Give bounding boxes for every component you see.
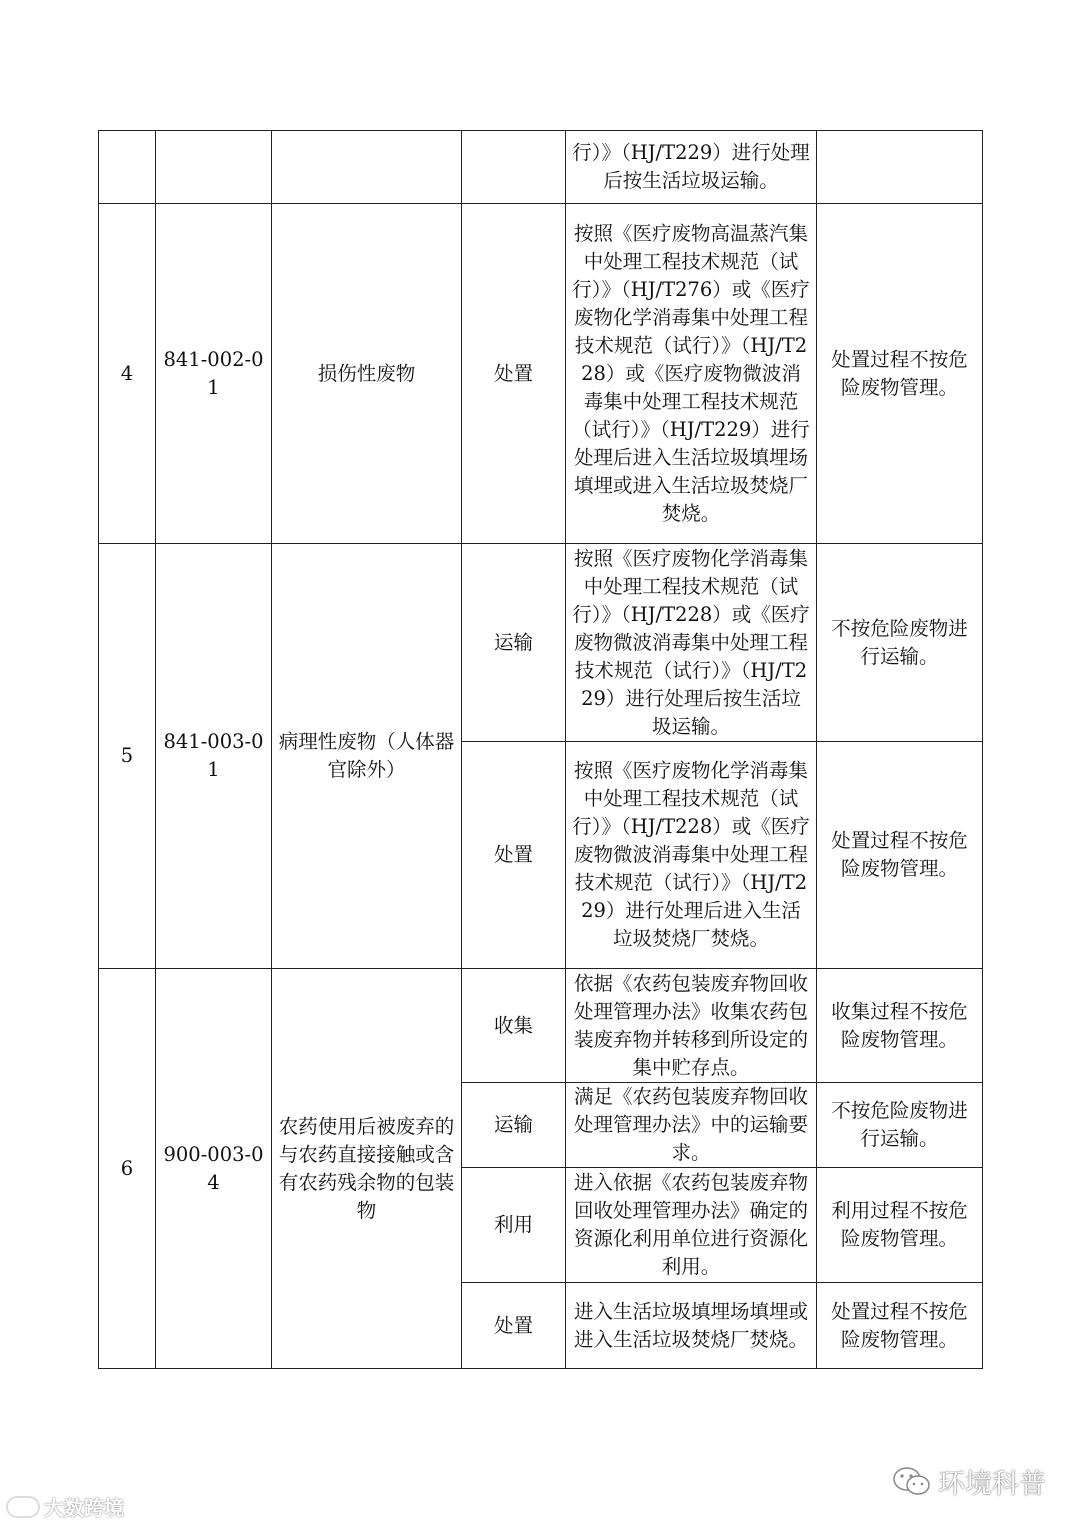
stage-cell: 处置	[462, 204, 566, 544]
seq-cell	[99, 131, 156, 204]
stage-cell	[462, 131, 566, 204]
stage-cell: 处置	[462, 742, 566, 969]
condition-cell: 行）》（HJ/T229）进行处理后按生活垃圾运输。	[566, 131, 817, 204]
watermark-left-text: 大数跨境	[44, 1496, 124, 1520]
watermark-left	[6, 1492, 124, 1521]
note-cell: 处置过程不按危险废物管理。	[817, 742, 983, 969]
table-row	[99, 131, 983, 204]
condition-cell: 按照《医疗废物化学消毒集中处理工程技术规范（试行）》（HJ/T228）或《医疗废物微波消毒集中处理工程技术规范（试行）》（HJ/T229）进行处理后按生活垃圾运输。	[566, 544, 817, 742]
condition-cell: 依据《农药包装废弃物回收处理管理办法》收集农药包装废弃物并转移到所设定的集中贮存点。	[566, 969, 817, 1083]
condition-cell: 按照《医疗废物化学消毒集中处理工程技术规范（试行）》（HJ/T228）或《医疗废物微波消毒集中处理工程技术规范（试行）》（HJ/T229）进行处理后进入生活垃圾焚烧厂焚烧。	[566, 742, 817, 969]
waste-exemption-table	[98, 130, 983, 1369]
stage-cell: 运输	[462, 1083, 566, 1168]
watermark-right-text: 环境科普	[938, 1469, 1046, 1500]
wechat-icon	[892, 1466, 932, 1498]
note-cell: 处置过程不按危险废物管理。	[817, 204, 983, 544]
seq-cell: 5	[99, 544, 156, 969]
name-cell: 病理性废物（人体器官除外）	[272, 544, 462, 969]
name-cell: 农药使用后被废弃的与农药直接接触或含有农药残余物的包装物	[272, 969, 462, 1369]
condition-cell: 按照《医疗废物高温蒸汽集中处理工程技术规范（试行）》（HJ/T276）或《医疗废物化学消毒集中处理工程技术规范（试行）》（HJ/T228）或《医疗废物微波消毒集中处理工程技术规范（试行）》（HJ/T229）进行处理后进入生活垃圾填埋场填埋或进入生活垃圾焚烧厂焚烧。	[566, 204, 817, 544]
table-row	[99, 969, 983, 1083]
stage-cell: 利用	[462, 1168, 566, 1283]
seq-cell: 6	[99, 969, 156, 1369]
code-cell: 900-003-04	[156, 969, 272, 1369]
note-cell: 处置过程不按危险废物管理。	[817, 1283, 983, 1369]
note-cell: 收集过程不按危险废物管理。	[817, 969, 983, 1083]
seq-cell: 4	[99, 204, 156, 544]
note-cell: 不按危险废物进行运输。	[817, 544, 983, 742]
note-cell: 利用过程不按危险废物管理。	[817, 1168, 983, 1283]
condition-cell: 满足《农药包装废弃物回收处理管理办法》中的运输要求。	[566, 1083, 817, 1168]
stage-cell: 收集	[462, 969, 566, 1083]
name-cell: 损伤性废物	[272, 204, 462, 544]
table-row	[99, 544, 983, 742]
brand-logo-icon	[6, 1496, 40, 1518]
code-cell: 841-003-01	[156, 544, 272, 969]
note-cell	[817, 131, 983, 204]
stage-cell: 处置	[462, 1283, 566, 1369]
table-row	[99, 204, 983, 544]
watermark-right	[892, 1462, 1046, 1501]
code-cell	[156, 131, 272, 204]
stage-cell: 运输	[462, 544, 566, 742]
code-cell: 841-002-01	[156, 204, 272, 544]
note-cell: 不按危险废物进行运输。	[817, 1083, 983, 1168]
condition-cell: 进入生活垃圾填埋场填埋或进入生活垃圾焚烧厂焚烧。	[566, 1283, 817, 1369]
name-cell	[272, 131, 462, 204]
condition-cell: 进入依据《农药包装废弃物回收处理管理办法》确定的资源化利用单位进行资源化利用。	[566, 1168, 817, 1283]
